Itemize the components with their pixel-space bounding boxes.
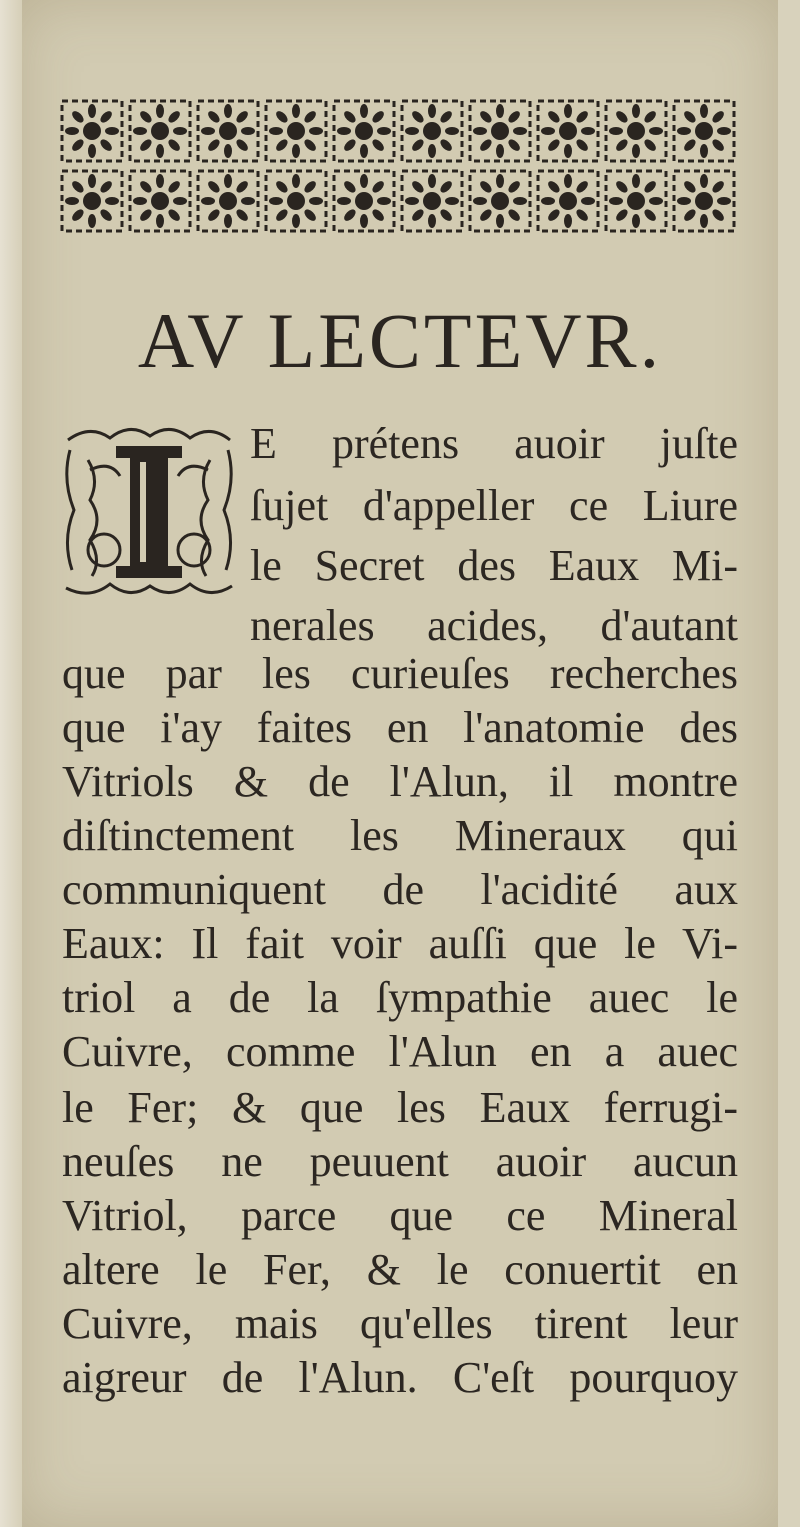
text-line: communiquent de l'acidité aux [62, 865, 738, 914]
text-line: E prétens auoir juſte [250, 419, 738, 468]
floral-motif [130, 101, 190, 161]
floral-motif [62, 101, 122, 161]
text-line: que i'ay faites en l'anatomie des [62, 703, 738, 752]
floral-motif [402, 171, 462, 231]
floral-motif [674, 171, 734, 231]
floral-motif [334, 171, 394, 231]
text-line: Cuivre, comme l'Alun en a auec [62, 1027, 738, 1076]
text-line: que par les curieuſes recherches [62, 649, 738, 698]
floral-motif [538, 101, 598, 161]
text-line: diſtinctement les Mineraux qui [62, 811, 738, 860]
floral-motif [266, 171, 326, 231]
text-line: altere le Fer, & le conuertit en [62, 1245, 738, 1294]
floral-motif [266, 101, 326, 161]
text-line: triol a de la ſympathie auec le [62, 973, 738, 1022]
floral-ornament-band [58, 96, 738, 236]
text-line: ſujet d'appeller ce Liure [250, 481, 738, 530]
text-line: le Secret des Eaux Mi- [250, 541, 738, 590]
floral-motif [198, 171, 258, 231]
text-line: nerales acides, d'autant [250, 601, 738, 650]
text-line: neuſes ne peuuent auoir aucun [62, 1137, 738, 1186]
floral-motif [538, 171, 598, 231]
page-edge [0, 0, 22, 1527]
text-line: Vitriol, parce que ce Mineral [62, 1191, 738, 1240]
ornamental-initial-icon [60, 420, 238, 600]
text-line: aigreur de l'Alun. C'eſt pourquoy [62, 1353, 738, 1402]
page-title: AV LECTEVR. [137, 297, 663, 384]
floral-motif [334, 101, 394, 161]
floral-motif [606, 171, 666, 231]
floral-motif [198, 101, 258, 161]
floral-motif [130, 171, 190, 231]
text-line: le Fer; & que les Eaux ferrugi- [62, 1083, 738, 1132]
floral-motif [470, 101, 530, 161]
floral-motif [402, 101, 462, 161]
floral-motif [470, 171, 530, 231]
text-line: Vitriols & de l'Alun, il montre [62, 757, 738, 806]
text-line: Cuivre, mais qu'elles tirent leur [62, 1299, 738, 1348]
text-line: Eaux: Il fait voir auſſi que le Vi- [62, 919, 738, 968]
floral-motif [674, 101, 734, 161]
floral-motif [62, 171, 122, 231]
floral-motif [606, 101, 666, 161]
